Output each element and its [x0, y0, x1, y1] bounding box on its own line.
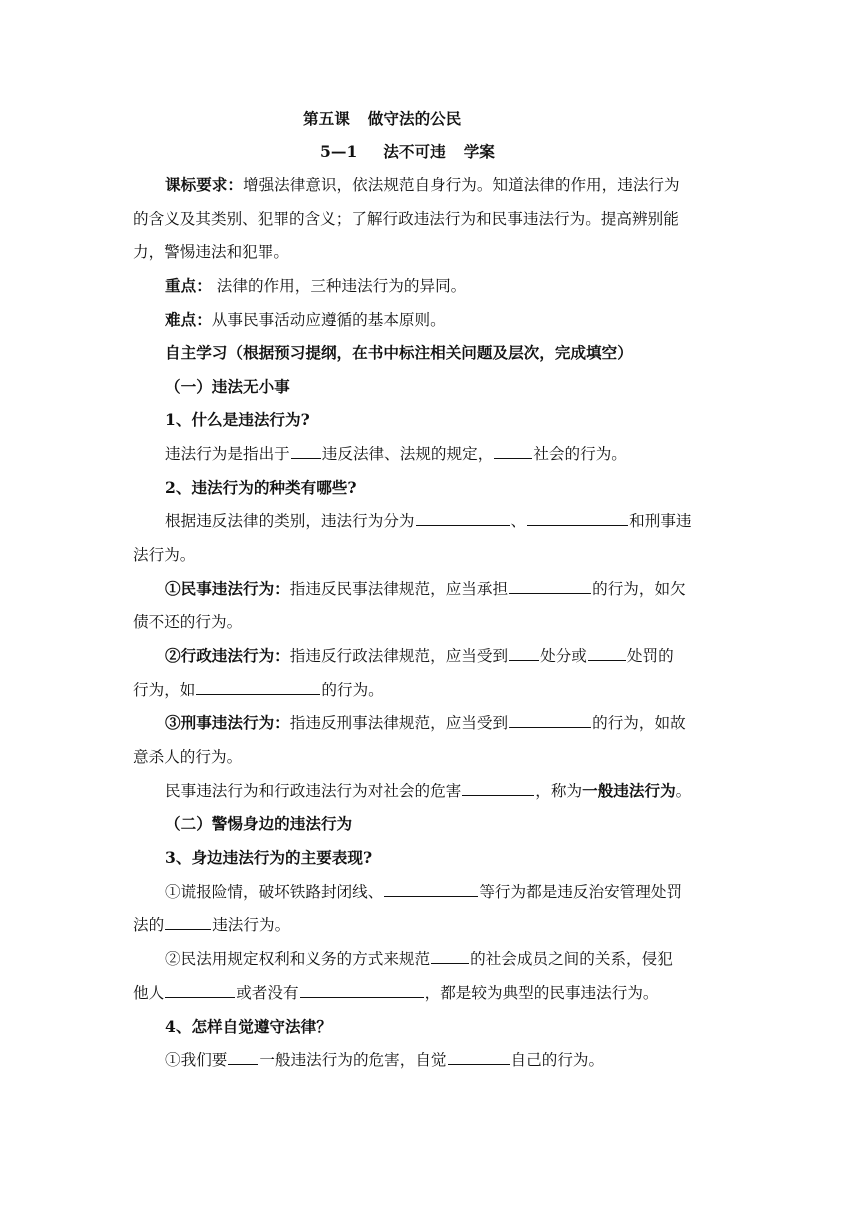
text: ，称为: [535, 782, 583, 800]
fill-blank[interactable]: [165, 982, 235, 998]
text: 的行为，如故: [592, 714, 686, 732]
standard-text-1: 增强法律意识，依法规范自身行为。知道法律的作用，违法行为: [242, 176, 680, 194]
question-4-title: 4、怎样自觉遵守法律？: [165, 1017, 332, 1036]
text: 违法行为。: [212, 916, 291, 934]
fill-blank[interactable]: [165, 914, 211, 930]
subtitle-kind: 学案: [463, 142, 495, 161]
text: 指违反刑事法律规范，应当受到: [289, 714, 509, 732]
question-3-answer-1: [165, 881, 765, 903]
text: 他人: [133, 984, 165, 1002]
text: 自己的行为。: [510, 1051, 605, 1069]
fill-blank[interactable]: [416, 510, 510, 526]
fill-blank[interactable]: [300, 982, 424, 998]
fill-blank[interactable]: [228, 1049, 258, 1065]
text: ，都是较为典型的民事违法行为。: [424, 984, 659, 1002]
text: ①我们要: [165, 1051, 228, 1069]
text: ②民法用规定权利和义务的方式来规范: [165, 950, 431, 968]
text: 社会的行为。: [533, 445, 627, 463]
fill-blank[interactable]: [494, 443, 532, 459]
text: 根据违反法律的类别，违法行为分为: [165, 512, 415, 530]
text: 指违反民事法律规范，应当承担: [289, 580, 509, 598]
standard-line-2: 的含义及其类别、犯罪的含义；了解行政违法行为和民事违法行为。提高辨别能: [133, 210, 679, 228]
question-3-answer-2: [165, 948, 765, 970]
admin-violation-line-1: [165, 645, 765, 667]
difficulty: [165, 309, 765, 331]
difficulty-text: 从事民事活动应遵循的基本原则。: [211, 311, 446, 329]
key-point: [165, 275, 765, 297]
fill-blank[interactable]: [384, 881, 478, 897]
fill-blank[interactable]: [588, 645, 626, 661]
question-3-answer-1-cont: [133, 914, 733, 936]
subtitle-name: 法不可违: [383, 142, 446, 161]
criminal-violation-line-1: [165, 712, 765, 734]
text: 。: [675, 782, 692, 800]
text: 的行为，如欠: [592, 580, 686, 598]
fill-blank[interactable]: [448, 1049, 510, 1065]
lesson-name: 做守法的公民: [367, 109, 462, 128]
general-violation-term: 一般违法行为: [582, 781, 676, 800]
civil-violation-line-1: [165, 578, 765, 600]
fill-blank[interactable]: [509, 645, 539, 661]
fill-blank[interactable]: [291, 443, 321, 459]
text: 行为，如: [133, 681, 196, 699]
text: ①谎报险情，破坏铁路封闭线、: [165, 883, 384, 901]
difficulty-label: 难点：: [165, 310, 212, 329]
text: 和刑事违: [629, 512, 692, 530]
section-1-heading: （一）违法无小事: [165, 377, 290, 396]
question-2-answer-1: [165, 510, 765, 532]
text: 等行为都是违反治安管理处罚: [479, 883, 683, 901]
question-3-title: 3、身边违法行为的主要表现?: [165, 848, 373, 867]
lesson-title: [303, 107, 461, 129]
admin-violation-line-2: [133, 679, 733, 701]
question-1-answer: [165, 443, 765, 465]
text: 一般违法行为的危害，自觉: [259, 1051, 447, 1069]
admin-violation-label: ②行政违法行为：: [165, 646, 290, 665]
question-2-title: 2、违法行为的种类有哪些?: [165, 478, 357, 497]
text: 违反法律、法规的规定，: [321, 445, 494, 463]
text: 或者没有: [236, 984, 299, 1002]
text: 法的: [133, 916, 165, 934]
text: 指违反行政法律规范，应当受到: [289, 647, 509, 665]
question-4-answer-1: [165, 1049, 765, 1071]
question-2-answer-2: 法行为。: [133, 546, 196, 564]
section-2-heading: （二）警惕身边的违法行为: [165, 814, 353, 833]
lesson-number: 第五课: [303, 109, 350, 128]
text: 、: [510, 512, 527, 530]
text: 违法行为是指出于: [165, 445, 290, 463]
criminal-violation-line-2: 意杀人的行为。: [133, 748, 243, 766]
text: 民事违法行为和行政违法行为对社会的危害: [165, 782, 462, 800]
fill-blank[interactable]: [431, 948, 469, 964]
criminal-violation-label: ③刑事违法行为：: [165, 713, 290, 732]
key-point-label: 重点：: [165, 276, 212, 295]
fill-blank[interactable]: [196, 679, 320, 695]
lesson-subtitle: [320, 140, 495, 162]
standard-line-3: 力，警惕违法和犯罪。: [133, 243, 289, 261]
text: 的社会成员之间的关系，侵犯: [470, 950, 673, 968]
key-point-text: 法律的作用，三种违法行为的异同。: [211, 277, 467, 295]
civil-violation-label: ①民事违法行为：: [165, 579, 290, 598]
violation-summary: [165, 780, 765, 802]
fill-blank[interactable]: [462, 780, 534, 796]
text: 处分或: [540, 647, 587, 665]
fill-blank[interactable]: [509, 712, 591, 728]
self-study-heading: 自主学习（根据预习提纲，在书中标注相关问题及层次，完成填空）: [165, 343, 633, 362]
standard-label: 课标要求：: [165, 175, 243, 194]
fill-blank[interactable]: [509, 578, 591, 594]
civil-violation-line-2: 债不还的行为。: [133, 613, 243, 631]
question-3-answer-2-cont: [133, 982, 733, 1004]
fill-blank[interactable]: [527, 510, 628, 526]
standard-line-1: [165, 174, 765, 196]
subtitle-code: 5—1: [320, 142, 358, 161]
text: 的行为。: [321, 681, 384, 699]
text: 处罚的: [626, 647, 674, 665]
question-1-title: 1、什么是违法行为?: [165, 410, 310, 429]
